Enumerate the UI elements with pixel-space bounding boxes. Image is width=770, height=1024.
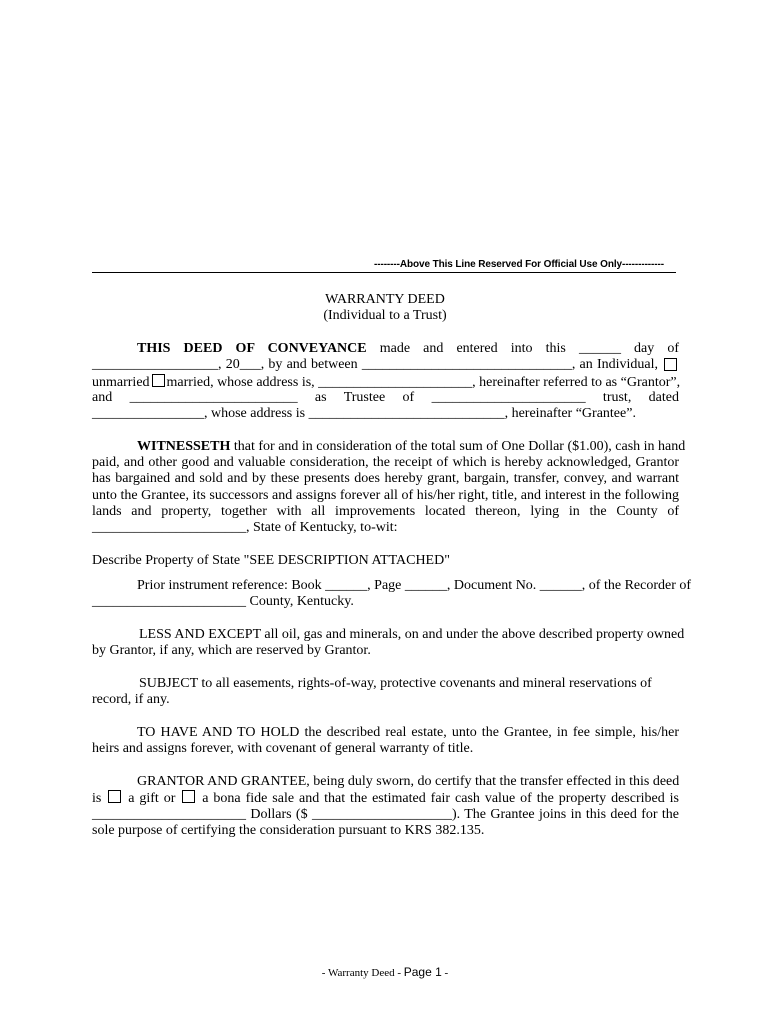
page-number: Page 1 [403,965,442,979]
unmarried-checkbox[interactable] [152,374,165,387]
para1-line2: __________________, 20___, by and between ______________________________, an Individual, [92,357,658,372]
official-use-divider [92,272,676,273]
para2-line1: WITNESSETH that for and in consideration of the total sum of One Dollar ($1.00), cash in hand [137,439,686,454]
para1-line3: unmarried married, whose address is, ______________________, hereinafter referred to as “Grantor”, [92,375,681,390]
footer-doc-name: - Warranty Deed - [321,967,401,979]
para2-line5: lands and property, together with all improvements located thereon, lying in the County of [92,504,679,519]
certify-line1: GRANTOR AND GRANTEE, being duly sworn, do certify that the transfer effected in this deed [137,774,680,789]
para2-line3: has bargained and sold and by these presents does hereby grant, bargain, transfer, convey, and warrant [92,471,679,486]
individual-checkbox[interactable] [664,358,677,371]
gift-checkbox[interactable] [108,790,121,803]
certify-line3: ______________________ Dollars ($ ____________________). The Grantee joins in this deed for the [92,807,679,822]
document-subtitle: (Individual to a Trust) [323,308,447,323]
para1-line5: ________________, whose address is ____________________________, hereinafter “Grantee”. [92,406,636,421]
document-title: WARRANTY DEED [325,292,445,307]
prior-reference-line2: ______________________ County, Kentucky. [92,594,354,609]
para1-line4: and ________________________ as Trustee of ______________________ trust, dated [92,390,679,405]
bona-fide-sale-checkbox[interactable] [182,790,195,803]
official-use-notice: --------Above This Line Reserved For Official Use Only------------- [374,259,664,270]
habendum-line2: heirs and assigns forever, with covenant of general warranty of title. [92,741,474,756]
less-except-line2: by Grantor, if any, which are reserved by Grantor. [92,643,371,658]
para1-line1: THIS DEED OF CONVEYANCE made and entered into this ______ day of [137,341,680,356]
less-except-line1: LESS AND EXCEPT all oil, gas and minerals, on and under the above described property owned [139,627,685,642]
subject-line2: record, if any. [92,692,170,707]
subject-line1: SUBJECT to all easements, rights-of-way, protective covenants and mineral reservations of [139,676,652,691]
witnesseth-heading: WITNESSETH [137,439,231,454]
para2-line2: paid, and other good and valuable consideration, the receipt of which is hereby acknowledged, Grantor [92,455,679,470]
habendum-line1: TO HAVE AND TO HOLD the described real estate, unto the Grantee, in fee simple, his/her [137,725,679,740]
certify-line2: is a gift or a bona fide sale and that the estimated fair cash value of the property described is [92,791,679,806]
para2-line6: ______________________, State of Kentucky, to-wit: [92,520,398,535]
para2-line4: unto the Grantee, its successors and assigns forever all of his/her right, title, and interest in the following [92,488,679,503]
deed-of-conveyance-heading: THIS DEED OF CONVEYANCE [137,341,367,356]
certify-line4: sole purpose of certifying the consideration pursuant to KRS 382.135. [92,823,485,838]
page-footer: - Warranty Deed - Page 1 - [321,965,449,979]
describe-property-line: Describe Property of State "SEE DESCRIPTION ATTACHED" [92,553,450,568]
prior-reference-line1: Prior instrument reference: Book ______, Page ______, Document No. ______, of the Recorder of [137,578,692,593]
unmarried-label: unmarried [92,375,150,390]
